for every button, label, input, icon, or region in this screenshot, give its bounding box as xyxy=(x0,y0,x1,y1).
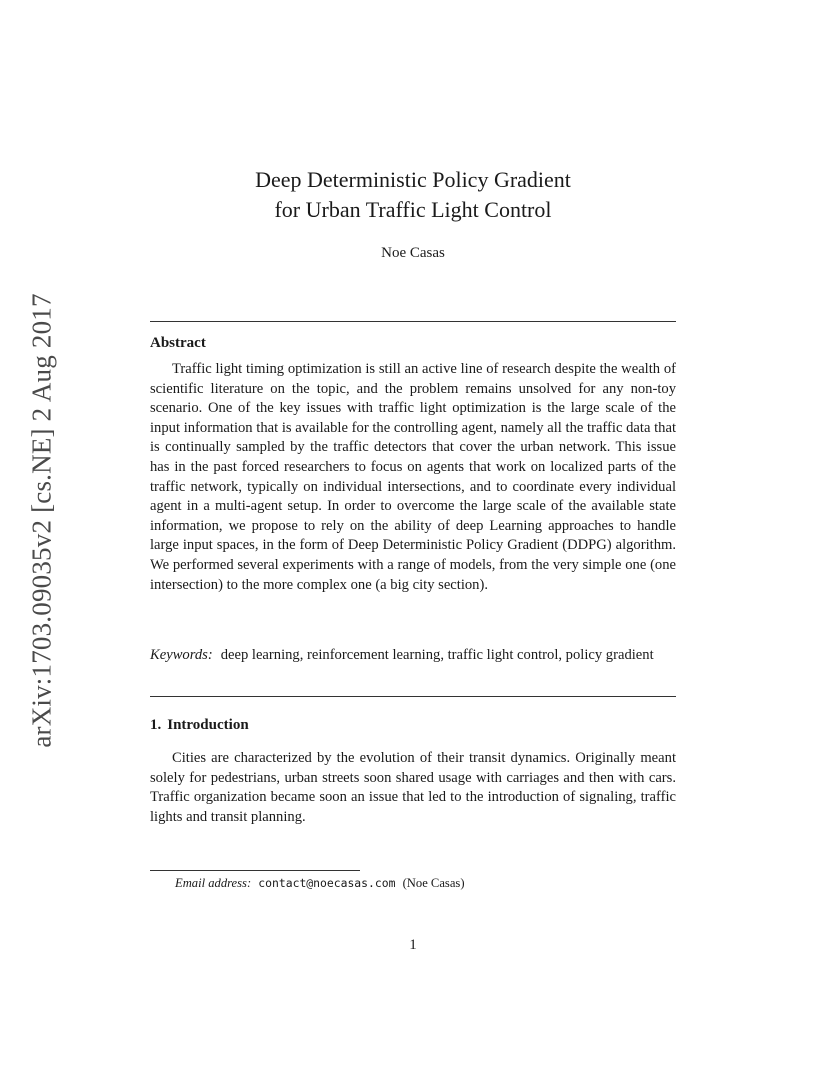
keywords xyxy=(150,646,676,666)
abstract-top-rule xyxy=(150,321,676,322)
footnote-label: Email address: xyxy=(175,876,252,890)
keywords-label: Keywords: xyxy=(150,647,213,663)
section-heading-introduction xyxy=(150,717,249,734)
introduction-paragraph: Cities are characterized by the evolution of their transit dynamics. Originally meant solely for pedestrians, urban streets soon shared usage with carriages and then with cars. Traffic organization became soon an issue that led to the introduction of signaling, traffic lights and transit planning. xyxy=(150,750,676,825)
arxiv-side-stamp xyxy=(22,290,62,750)
footnote-email[interactable]: contact@noecasas.com xyxy=(258,876,396,890)
arxiv-identifier: arXiv:1703.09035v2 [cs.NE] 2 Aug 2017 xyxy=(26,292,57,748)
keywords-text: deep learning, reinforcement learning, traffic light control, policy gradient xyxy=(220,647,654,663)
section-title: Introduction xyxy=(167,717,249,733)
paper-title xyxy=(150,165,676,225)
section-number: 1. xyxy=(150,717,162,733)
footnote xyxy=(175,875,465,891)
abstract-bottom-rule xyxy=(150,696,676,697)
abstract-text: Traffic light timing optimization is still an active line of research despite the wealth of scientific literature on the topic, and the problem remains unsolved for any non-toy scenario. One of the key issues with traffic light optimization is the large scale of the input information that is available for the controlling agent, namely all the traffic data that is continually sampled by the traffic detectors that cover the urban network. This issue has in the past forced researchers to focus on agents that work on localized parts of the traffic network, typically on individual intersections, and to coordinate every individual agent in a multi-agent setup. In order to overcome the large scale of the available state information, we propose to rely on the ability of deep Learning approaches to handle large input spaces, in the form of Deep Deterministic Policy Gradient (DDPG) algorithm. We performed several experiments with a range of models, from the very simple one (one intersection) to the more complex one (a big city section). xyxy=(150,361,676,593)
abstract-heading: Abstract xyxy=(150,335,206,351)
author-name: Noe Casas xyxy=(381,245,445,261)
footnote-rule xyxy=(150,870,360,871)
footnote-name: (Noe Casas) xyxy=(402,876,465,890)
title-line-1: Deep Deterministic Policy Gradient xyxy=(255,167,571,192)
title-line-2: for Urban Traffic Light Control xyxy=(274,197,552,222)
page-number: 1 xyxy=(409,937,417,953)
